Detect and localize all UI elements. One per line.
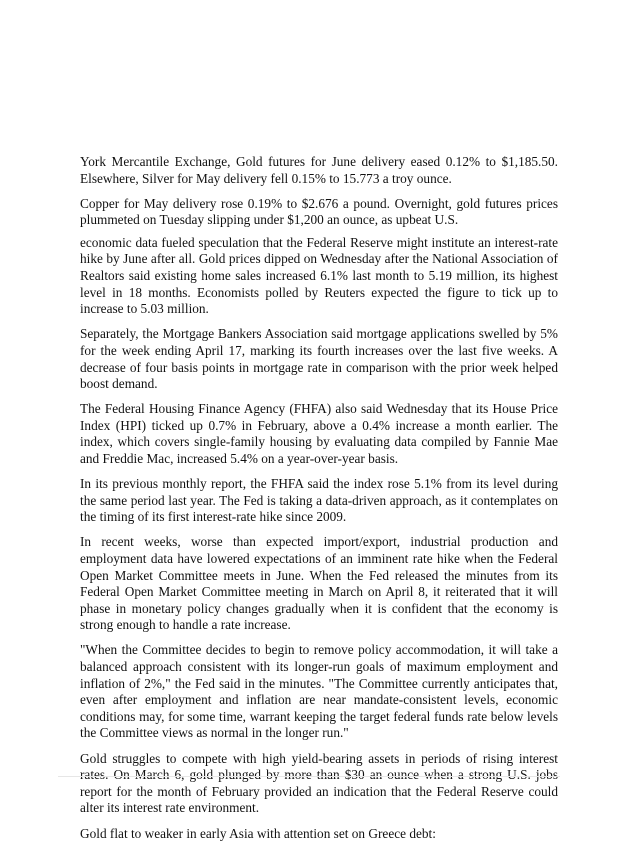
paragraph-asia-greece-debt: Gold flat to weaker in early Asia with attention set on Greece debt: <box>80 825 436 841</box>
paragraph-fhfa-house-price-index: The Federal Housing Finance Agency (FHFA) also said Wednesday that its House Price Index (HPI) ticked up 0.7% in February, above a 0.4% increase a month earlier. The index, which covers single-family housing by evaluating data compiled by Fannie Mae and Freddie Mac, increased 5.4% on a year-over-year basis. <box>80 401 558 466</box>
footer-divider <box>58 776 560 777</box>
article-body <box>80 154 558 851</box>
paragraph-economic-data: economic data fueled speculation that the Federal Reserve might institute an interest-rate hike by June after all. Gold prices dipped on Wednesday after the National Association of Realtors said existing home sales increased 6.1% last month to 5.19 million, its highest level in 18 months. Economists polled by Reuters expected the figure to tick up to increase to 5.03 million. <box>80 234 558 317</box>
paragraph-fhfa-previous-report: In its previous monthly report, the FHFA said the index rose 5.1% from its level during the same period last year. The Fed is taking a data-driven approach, as it contemplates on the timing of its first interest-rate hike since 2009. <box>80 476 558 525</box>
paragraph-gold-yield-assets: Gold struggles to compete with high yield-bearing assets in periods of rising interest rates. On March 6, gold plunged by more than $30 an ounce when a strong U.S. jobs report for the month of February provided an indication that the Federal Reserve could alter its interest rate environment. <box>80 750 558 816</box>
paragraph-gold-silver-futures: York Mercantile Exchange, Gold futures for June delivery eased 0.12% to $1,185.50. Elsewhere, Silver for May delivery fell 0.15% to 15.773 a troy ounce. <box>80 154 558 186</box>
paragraph-copper-delivery: Copper for May delivery rose 0.19% to $2.676 a pound. Overnight, gold futures prices plummeted on Tuesday slipping under $1,200 an ounce, as upbeat U.S. <box>80 195 558 228</box>
paragraph-fomc-expectations: In recent weeks, worse than expected import/export, industrial production and employment data have lowered expectations of an imminent rate hike when the Federal Open Market Committee meets in June. When the Fed released the minutes from its Federal Open Market Committee meeting in March on April 8, it reiterated that it will phase in monetary policy changes gradually when it is confident that the economy is strong enough to handle a rate increase. <box>80 534 558 633</box>
paragraph-mortgage-applications: Separately, the Mortgage Bankers Association said mortgage applications swelled by 5% for the week ending April 17, marking its fourth increases over the last five weeks. A decrease of four basis points in mortgage rate in comparison with the prior week helped boost demand. <box>80 326 558 392</box>
paragraph-fed-minutes-quote: "When the Committee decides to begin to remove policy accommodation, it will take a balanced approach consistent with its longer-run goals of maximum employment and inflation of 2%," the Fed said in the minutes. "The Committee currently anticipates that, even after employment and inflation are near mandate-consistent levels, economic conditions may, for some time, warrant keeping the target federal funds rate below levels the Committee views as normal in the longer run." <box>80 642 558 741</box>
